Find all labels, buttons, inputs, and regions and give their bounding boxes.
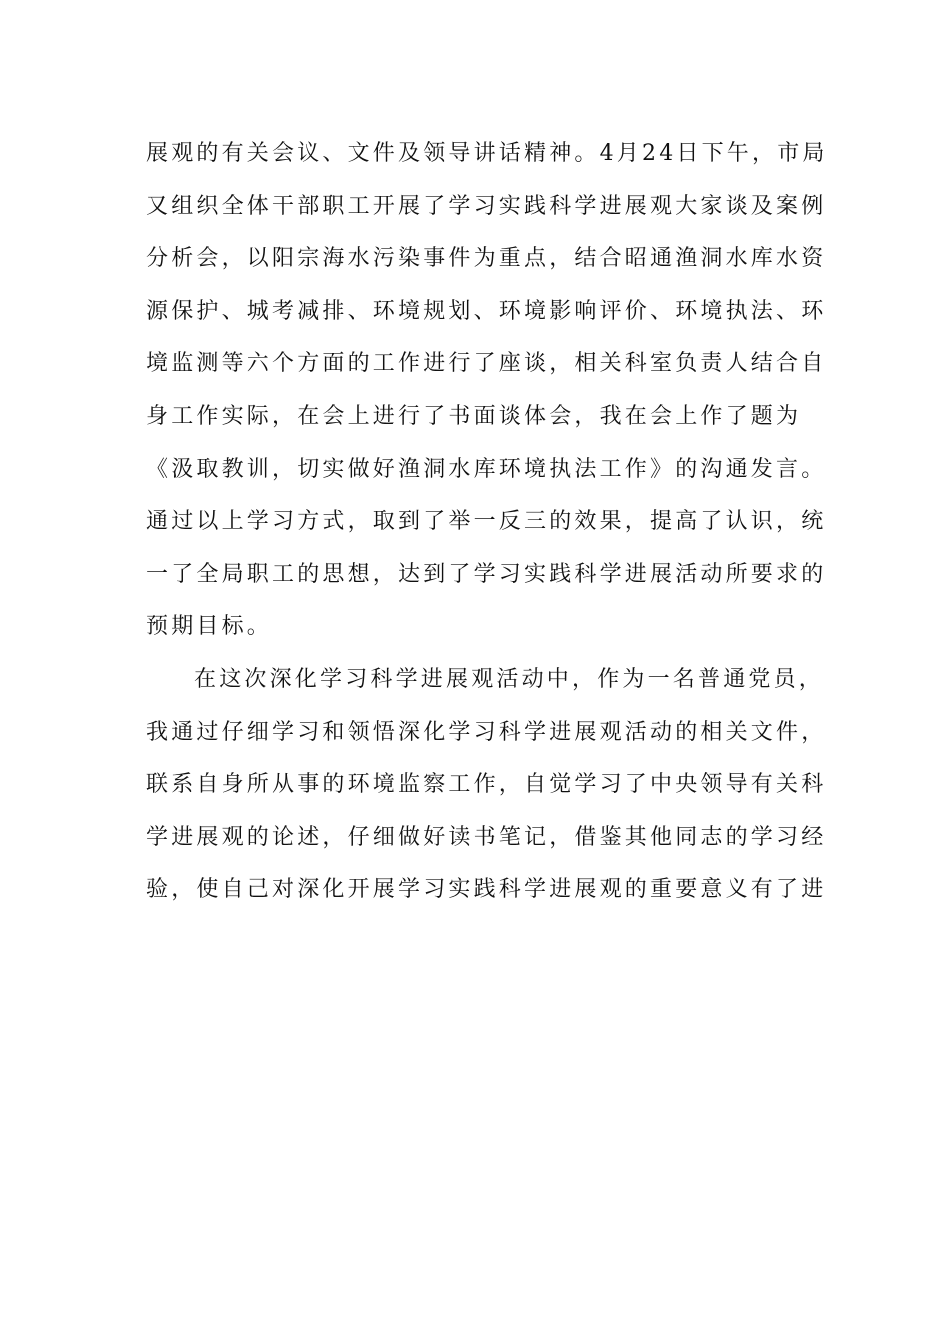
text-line: 我通过仔细学习和领悟深化学习科学进展观活动的相关文件，	[146, 719, 827, 745]
text-line: 验，使自己对深化开展学习实践科学进展观的重要意义有了进	[146, 877, 827, 903]
text-line: 展观的有关会议、文件及领导讲话精神。4月24日下午，市局	[146, 141, 828, 166]
paragraph	[146, 128, 828, 654]
paragraph	[146, 654, 827, 917]
text-line: 学进展观的论述，仔细做好读书笔记，借鉴其他同志的学习经	[146, 824, 827, 850]
text-line: 一了全局职工的思想，达到了学习实践科学进展活动所要求的	[146, 561, 827, 587]
text-line: 通过以上学习方式，取到了举一反三的效果，提高了认识，统	[146, 509, 827, 535]
document-body	[146, 128, 828, 917]
text-line: 分析会，以阳宗海水污染事件为重点，结合昭通渔洞水库水资	[146, 246, 827, 272]
text-line: 境监测等六个方面的工作进行了座谈，相关科室负责人结合自	[146, 351, 827, 377]
text-line: 源保护、城考减排、环境规划、环境影响评价、环境执法、环	[146, 298, 827, 324]
text-line: 《汲取教训，切实做好渔洞水库环境执法工作》的沟通发言。	[146, 456, 827, 482]
text-line: 身工作实际，在会上进行了书面谈体会，我在会上作了题为	[146, 403, 802, 429]
text-line: 联系自身所从事的环境监察工作，自觉学习了中央领导有关科	[146, 772, 827, 798]
text-line: 预期目标。	[146, 614, 273, 640]
text-line: 又组织全体干部职工开展了学习实践科学进展观大家谈及案例	[146, 193, 827, 219]
text-line: 在这次深化学习科学进展观活动中，作为一名普通党员，	[194, 666, 825, 692]
